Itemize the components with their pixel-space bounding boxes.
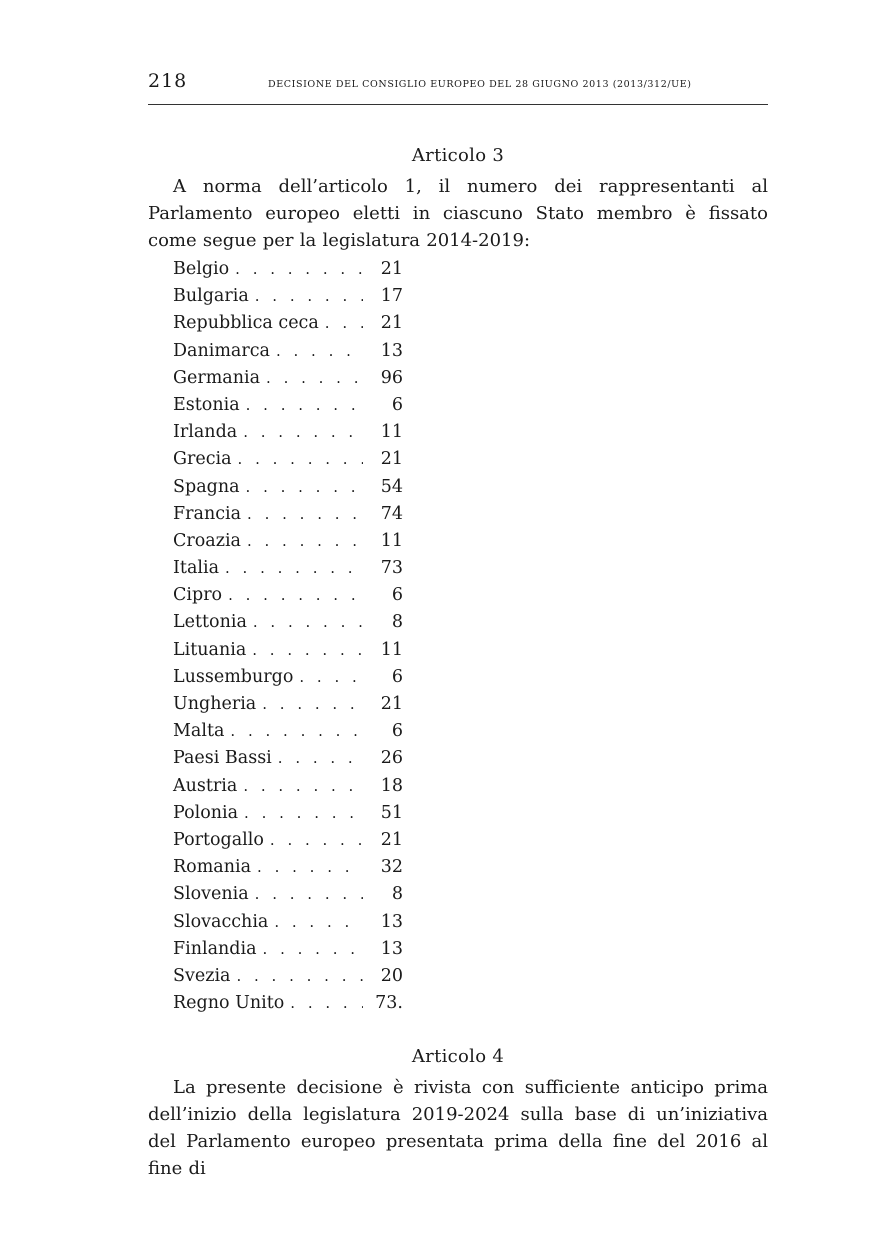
seat-row (173, 419, 403, 446)
seat-row (173, 283, 403, 310)
dot-leader (270, 827, 363, 854)
dot-leader (246, 392, 363, 419)
seat-count: 20 (380, 965, 403, 986)
article-4-heading: Articolo 4 (411, 1046, 505, 1067)
seat-count: 96 (380, 367, 403, 388)
seat-count: 21 (380, 449, 403, 470)
country-name: Svezia (173, 965, 231, 986)
dot-leader (278, 745, 363, 772)
dot-leader (235, 256, 363, 283)
running-title: DECISIONE DEL CONSIGLIO EUROPEO DEL 28 GIUGNO 2013 (2013/312/UE) (268, 79, 692, 90)
seat-row (173, 256, 403, 283)
seat-count: 6 (391, 585, 403, 606)
dot-leader (247, 528, 363, 555)
seat-count: 11 (380, 530, 403, 551)
country-name: Romania (173, 857, 252, 878)
dot-leader (325, 310, 363, 337)
country-name: Italia (173, 558, 220, 579)
article-3-intro: A norma dell’articolo 1, il numero dei rappresentanti al Parlamento europeo eletti in ciascuno Stato membro è fissato come segue per la legislatura 2014-2019: (148, 176, 768, 251)
seat-row (173, 664, 403, 691)
seat-row (173, 501, 403, 528)
seat-row (173, 936, 403, 963)
country-name: Lituania (173, 639, 247, 660)
country-name: Francia (173, 503, 242, 524)
dot-leader (257, 854, 363, 881)
country-name: Malta (173, 721, 225, 742)
country-name: Estonia (173, 394, 240, 415)
seat-row (173, 718, 403, 745)
country-name: Portogallo (173, 829, 264, 850)
dot-leader (299, 664, 363, 691)
dot-leader (266, 365, 363, 392)
dot-leader (243, 419, 363, 446)
seat-row (173, 609, 403, 636)
dot-leader (274, 909, 363, 936)
seat-count: 21 (380, 829, 403, 850)
dot-leader (238, 446, 363, 473)
country-name: Cipro (173, 585, 223, 606)
header-rule (148, 104, 768, 105)
country-name: Lussemburgo (173, 666, 294, 687)
dot-leader (225, 555, 363, 582)
seat-row (173, 582, 403, 609)
seat-count: 11 (380, 639, 403, 660)
seat-row (173, 365, 403, 392)
seat-count: 18 (380, 775, 403, 796)
seat-count: 17 (380, 286, 403, 307)
seat-count: 6 (391, 721, 403, 742)
running-head (148, 70, 768, 98)
seat-row (173, 338, 403, 365)
seat-row (173, 446, 403, 473)
dot-leader (252, 637, 363, 664)
seat-row (173, 773, 403, 800)
dot-leader (253, 609, 363, 636)
dot-leader (236, 963, 363, 990)
seat-count: 8 (391, 612, 403, 633)
seat-count: 6 (391, 666, 403, 687)
seat-row (173, 745, 403, 772)
seat-count: 13 (380, 911, 403, 932)
dot-leader (263, 936, 363, 963)
seat-row (173, 854, 403, 881)
seat-row (173, 827, 403, 854)
seat-row (173, 691, 403, 718)
seat-count: 73 (380, 558, 403, 579)
seat-row (173, 555, 403, 582)
country-name: Irlanda (173, 422, 238, 443)
seat-count: 51 (380, 802, 403, 823)
seat-row (173, 990, 403, 1017)
dot-leader (290, 990, 363, 1017)
dot-leader (276, 338, 363, 365)
seat-row (173, 881, 403, 908)
seat-allocation-list (173, 256, 403, 1017)
dot-leader (244, 800, 363, 827)
seat-row (173, 909, 403, 936)
country-name: Regno Unito (173, 993, 285, 1014)
country-name: Austria (173, 775, 238, 796)
country-name: Lettonia (173, 612, 247, 633)
country-name: Finlandia (173, 938, 257, 959)
seat-row (173, 963, 403, 990)
dot-leader (255, 283, 363, 310)
country-name: Germania (173, 367, 261, 388)
country-name: Repubblica ceca (173, 313, 319, 334)
dot-leader (228, 582, 363, 609)
country-name: Belgio (173, 259, 230, 279)
article-3-heading: Articolo 3 (411, 145, 505, 166)
country-name: Paesi Bassi (173, 748, 272, 769)
seat-count: 26 (380, 748, 403, 769)
country-name: Ungheria (173, 694, 257, 714)
country-name: Slovacchia (173, 911, 269, 932)
seat-count: 13 (380, 340, 403, 361)
seat-row (173, 528, 403, 555)
seat-count: 21 (380, 694, 403, 714)
seat-count: 74 (380, 503, 403, 524)
country-name: Croazia (173, 530, 241, 551)
seat-count: 11 (380, 422, 403, 443)
dot-leader (246, 474, 363, 501)
country-name: Danimarca (173, 340, 270, 361)
seat-count: 21 (380, 313, 403, 334)
seat-row (173, 392, 403, 419)
seat-count: 6 (391, 394, 403, 415)
seat-count: 32 (380, 857, 403, 878)
country-name: Grecia (173, 449, 232, 470)
dot-leader (247, 501, 363, 528)
seat-count: 8 (391, 884, 403, 905)
dot-leader (255, 881, 363, 908)
seat-count: 21 (380, 259, 403, 279)
seat-row (173, 637, 403, 664)
page-number: 218 (148, 70, 188, 92)
seat-count: 73. (375, 993, 403, 1014)
country-name: Slovenia (173, 884, 249, 905)
seat-row (173, 800, 403, 827)
article-4-text: La presente decisione è rivista con sufficiente anticipo prima dell’inizio della legislatura 2019-2024 sulla base di un’iniziativa del Parlamento europeo presentata prima della fine del 2016 al fine di (148, 1077, 768, 1179)
seat-count: 13 (380, 938, 403, 959)
seat-row (173, 474, 403, 501)
country-name: Bulgaria (173, 286, 249, 307)
country-name: Polonia (173, 802, 239, 823)
dot-leader (262, 691, 363, 718)
dot-leader (230, 718, 363, 745)
seat-row (173, 310, 403, 337)
seat-count: 54 (380, 476, 403, 497)
country-name: Spagna (173, 476, 240, 497)
dot-leader (243, 773, 363, 800)
